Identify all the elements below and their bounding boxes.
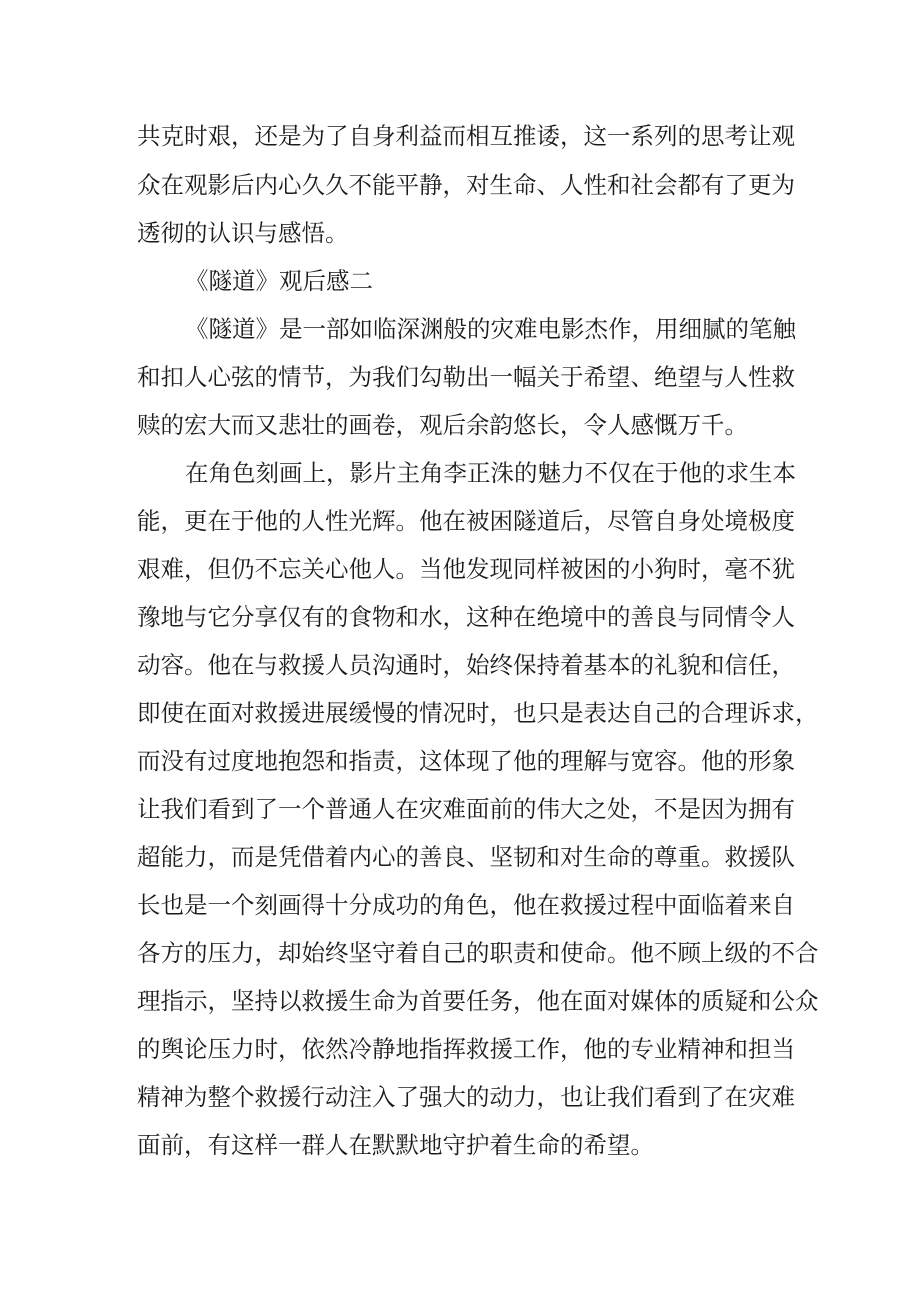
text-line: 理指示，坚持以救援生命为首要任务，他在面对媒体的质疑和公众 [137,987,819,1015]
text-line: 各方的压力，却始终坚守着自己的职责和使命。他不顾上级的不合 [137,939,819,967]
text-line: 精神为整个救援行动注入了强大的动力，也让我们看到了在灾难 [137,1083,795,1111]
text-line: 和扣人心弦的情节，为我们勾勒出一幅关于希望、绝望与人性救 [137,363,795,391]
text-line: 艰难，但仍不忘关心他人。当他发现同样被困的小狗时，毫不犹 [137,555,795,583]
text-line: 共克时艰，还是为了自身利益而相互推诿，这一系列的思考让观 [137,122,795,150]
text-line: 长也是一个刻画得十分成功的角色，他在救援过程中面临着来自 [137,891,795,919]
text-line: 即使在面对救援进展缓慢的情况时，也只是表达自己的合理诉求， [137,699,819,727]
text-line: 让我们看到了一个普通人在灾难面前的伟大之处，不是因为拥有 [137,795,795,823]
text-line: 动容。他在与救援人员沟通时，始终保持着基本的礼貌和信任， [137,651,795,679]
text-line: 的舆论压力时，依然冷静地指挥救援工作，他的专业精神和担当 [137,1035,795,1063]
text-line: 豫地与它分享仅有的食物和水，这种在绝境中的善良与同情令人 [137,603,795,631]
text-line: 赎的宏大而又悲壮的画卷，观后余韵悠长，令人感慨万千。 [137,411,748,439]
text-line: 而没有过度地抱怨和指责，这体现了他的理解与宽容。他的形象 [137,747,795,775]
text-line: 超能力，而是凭借着内心的善良、坚韧和对生命的尊重。救援队 [137,843,795,871]
text-line: 透彻的认识与感悟。 [137,219,349,247]
section-heading: 《隧道》观后感二 [185,267,373,295]
text-line: 众在观影后内心久久不能平静，对生命、人性和社会都有了更为 [137,171,795,199]
text-line: 在角色刻画上，影片主角李正洙的魅力不仅在于他的求生本 [185,459,796,487]
text-line: 面前，有这样一群人在默默地守护着生命的希望。 [137,1131,654,1159]
text-line: 《隧道》是一部如临深渊般的灾难电影杰作，用细腻的笔触 [185,315,796,343]
text-line: 能，更在于他的人性光辉。他在被困隧道后，尽管自身处境极度 [137,507,795,535]
